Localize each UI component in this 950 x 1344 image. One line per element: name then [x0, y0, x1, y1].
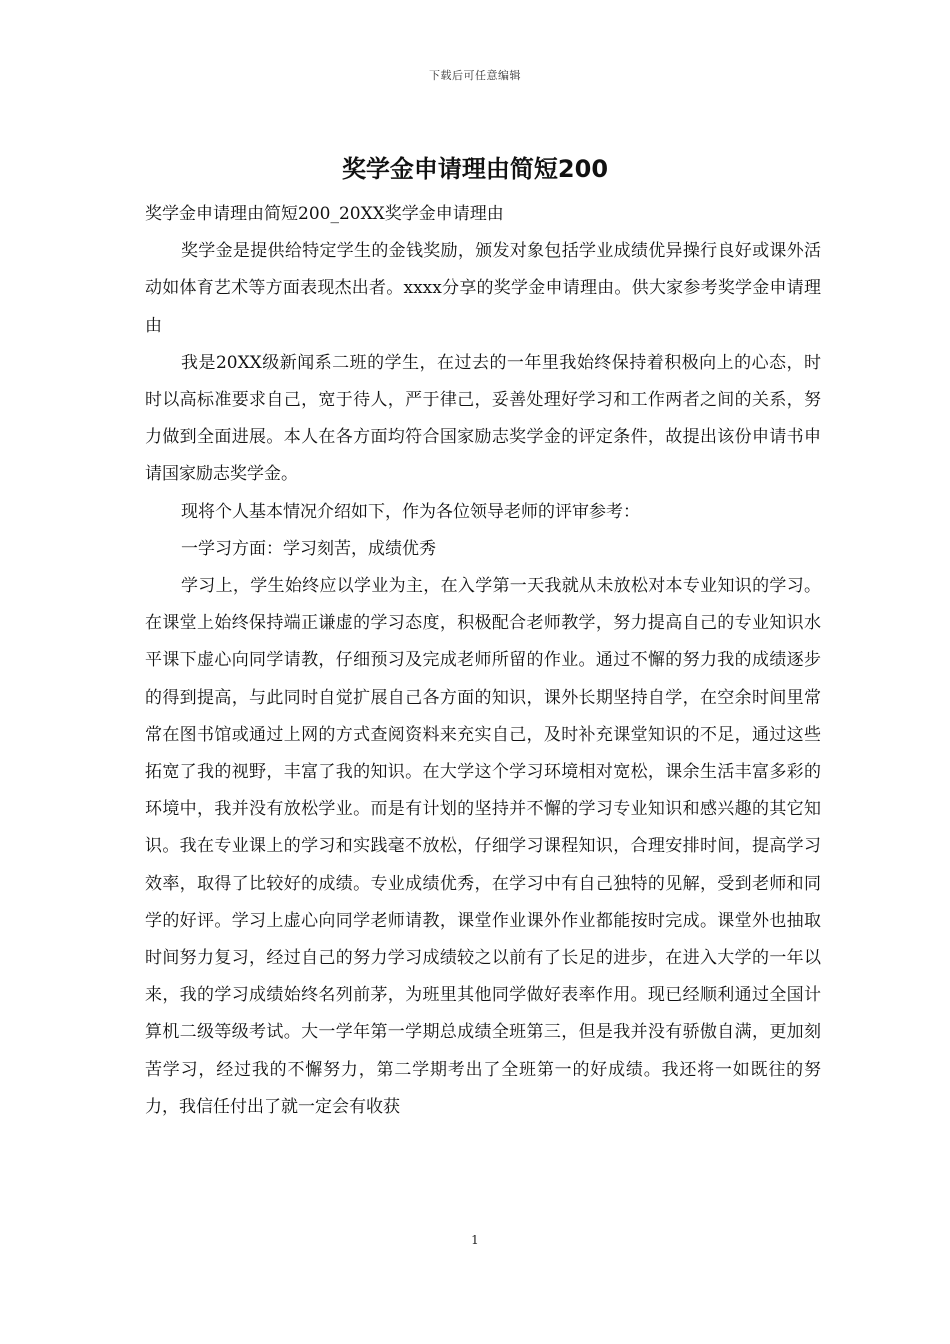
- section-heading-study: 一学习方面：学习刻苦，成绩优秀: [181, 538, 436, 559]
- overview-paragraph: 现将个人基本情况介绍如下，作为各位领导老师的评审参考：: [181, 501, 640, 522]
- document-title: 奖学金申请理由简短200: [341, 155, 609, 183]
- page-number: 1: [471, 1233, 479, 1247]
- page-header-note: 下载后可任意编辑: [429, 69, 521, 82]
- subtitle-paragraph: 奖学金申请理由简短200_20XX奖学金申请理由: [145, 204, 504, 224]
- self-introduction-paragraph: 我是20XX级新闻系二班的学生，在过去的一年里我始终保持着积极向上的心态，时时以高标准要求自己，宽于待人，严于律己，妥善处理好学习和工作两者之间的关系，努力做到全面进展。本人在各方面均符合国家励志奖学金的评定条件，故提出该份申请书申请国家励志奖学金。: [145, 352, 821, 485]
- intro-paragraph: 奖学金是提供给特定学生的金钱奖励，颁发对象包括学业成绩优异操行良好或课外活动如体育艺术等方面表现杰出者。xxxx分享的奖学金申请理由。供大家参考奖学金申请理由: [145, 241, 821, 336]
- document-body: [145, 196, 821, 1126]
- study-paragraph: 学习上，学生始终应以学业为主，在入学第一天我就从未放松对本专业知识的学习。在课堂上始终保持端正谦虚的学习态度，积极配合老师教学，努力提高自己的专业知识水平课下虚心向同学请教，仔细预习及完成老师所留的作业。通过不懈的努力我的成绩逐步的得到提高，与此同时自觉扩展自己各方面的知识，课外长期坚持自学，在空余时间里常常在图书馆或通过上网的方式查阅资料来充实自己，及时补充课堂知识的不足，通过这些拓宽了我的视野，丰富了我的知识。在大学这个学习环境相对宽松，课余生活丰富多彩的环境中，我并没有放松学业。而是有计划的坚持并不懈的学习专业知识和感兴趣的其它知识。我在专业课上的学习和实践毫不放松，仔细学习课程知识，合理安排时间，提高学习效率，取得了比较好的成绩。专业成绩优秀，在学习中有自己独特的见解，受到老师和同学的好评。学习上虚心向同学老师请教，课堂作业课外作业都能按时完成。课堂外也抽取时间努力复习，经过自己的努力学习成绩较之以前有了长足的进步，在进入大学的一年以来，我的学习成绩始终名列前茅，为班里其他同学做好表率作用。现已经顺利通过全国计算机二级等级考试。大一学年第一学期总成绩全班第三，但是我并没有骄傲自满，更加刻苦学习，经过我的不懈努力，第二学期考出了全班第一的好成绩。我还将一如既往的努力，我信任付出了就一定会有收获: [145, 576, 821, 1117]
